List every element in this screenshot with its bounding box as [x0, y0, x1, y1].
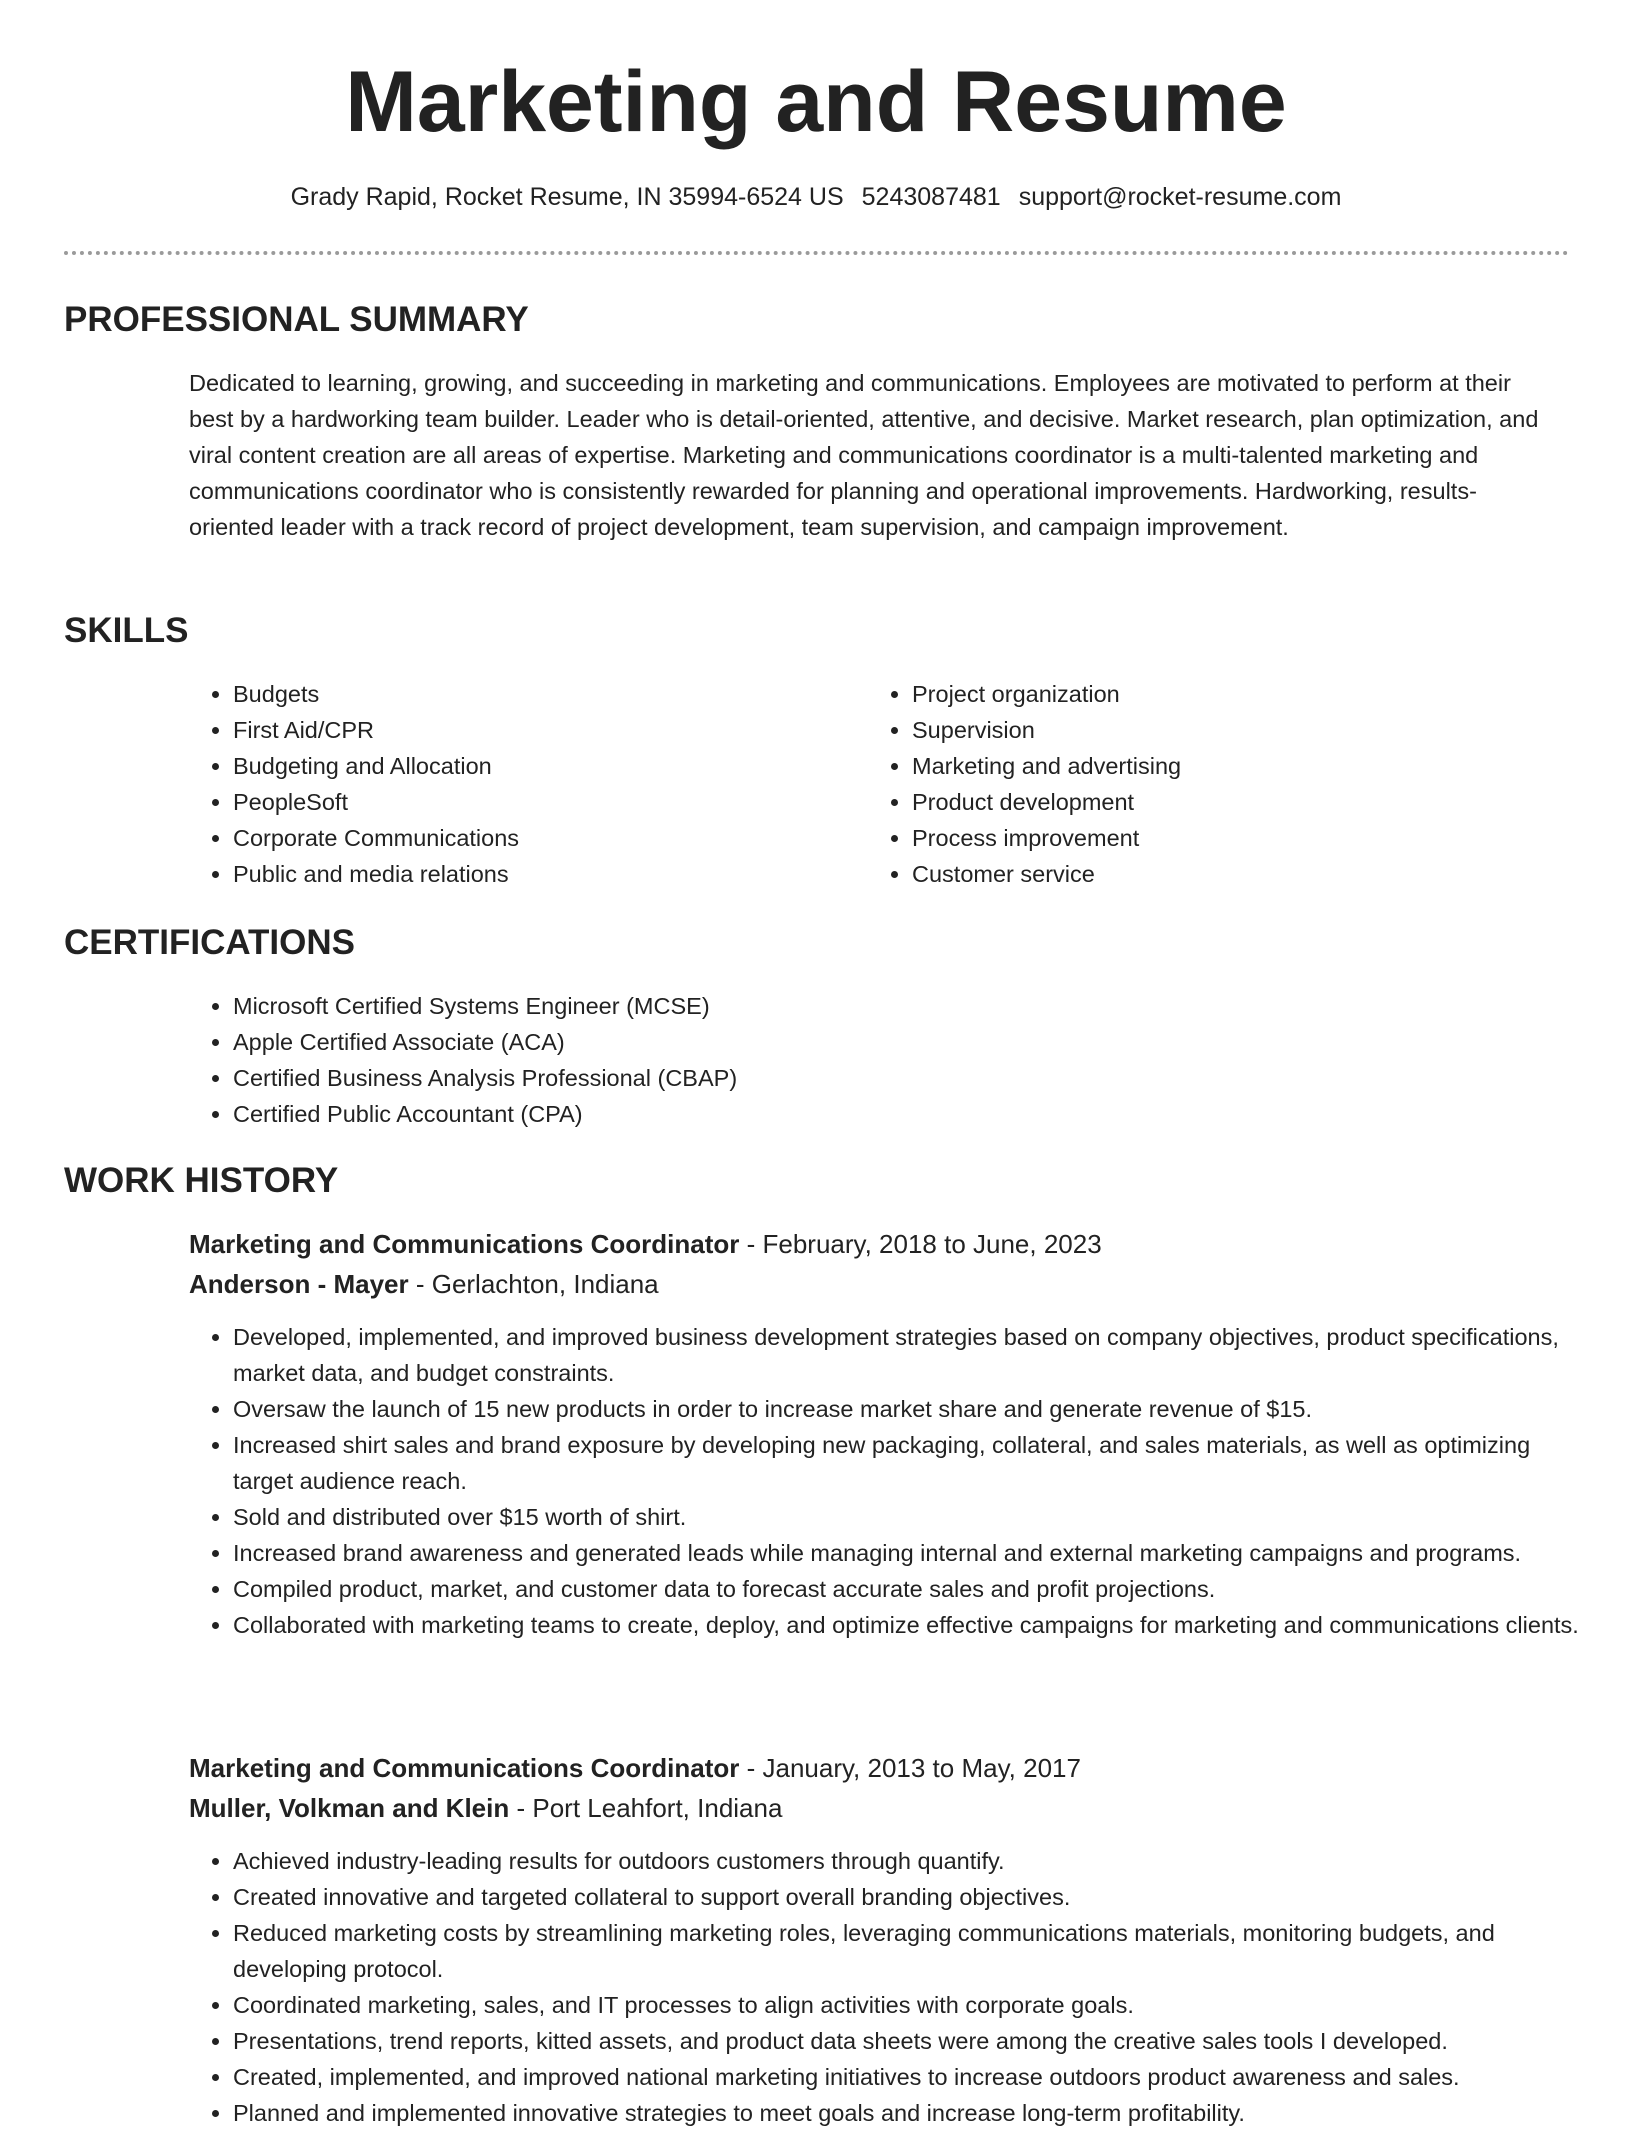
skill-item: • Project organization: [912, 676, 1512, 712]
contact-line: [0, 180, 1632, 214]
job-bullet-list: [189, 1843, 1588, 2131]
skills-list-right: [868, 676, 1512, 892]
job-bullet: • Sold and distributed over $15 worth of shirt.: [233, 1499, 1588, 1535]
job-dates: - January, 2013 to May, 2017: [739, 1753, 1081, 1783]
skill-item: • Budgets: [233, 676, 833, 712]
certification-item: • Microsoft Certified Systems Engineer (MCSE): [233, 988, 1233, 1024]
job-bullet: • Increased shirt sales and brand exposure by developing new packaging, collateral, and sales materials, as well as optimizing target audience reach.: [233, 1427, 1588, 1499]
skill-item: • PeopleSoft: [233, 784, 833, 820]
job-location: - Gerlachton, Indiana: [408, 1269, 659, 1299]
job-bullet: • Planned and implemented innovative strategies to meet goals and increase long-term profitability.: [233, 2095, 1588, 2131]
skill-item: • Corporate Communications: [233, 820, 833, 856]
certification-item: • Certified Public Accountant (CPA): [233, 1096, 1233, 1132]
skill-item: • Budgeting and Allocation: [233, 748, 833, 784]
job-bullet: • Created innovative and targeted collateral to support overall branding objectives.: [233, 1879, 1588, 1915]
job-bullet: • Achieved industry-leading results for outdoors customers through quantify.: [233, 1843, 1588, 1879]
job-bullet: • Oversaw the launch of 15 new products in order to increase market share and generate revenue of $15.: [233, 1391, 1588, 1427]
job-bullet-list: [189, 1319, 1588, 1643]
skills-heading: SKILLS: [64, 611, 189, 650]
job-bullet: • Increased brand awareness and generated leads while managing internal and external marketing campaigns and programs.: [233, 1535, 1588, 1571]
job-bullet: • Developed, implemented, and improved business development strategies based on company objectives, product specifications, market data, and budget constraints.: [233, 1319, 1588, 1391]
job-bullet: • Presentations, trend reports, kitted assets, and product data sheets were among the creative sales tools I developed.: [233, 2023, 1588, 2059]
resume-name: Marketing and Resume: [345, 54, 1287, 150]
header-divider: [64, 251, 1569, 255]
job-company: Muller, Volkman and Klein: [189, 1793, 510, 1823]
job-position: Marketing and Communications Coordinator: [189, 1229, 740, 1259]
work-history-heading: WORK HISTORY: [64, 1161, 339, 1200]
skill-item: • Marketing and advertising: [912, 748, 1512, 784]
job-company: Anderson - Mayer: [189, 1269, 409, 1299]
summary-text: Dedicated to learning, growing, and succeeding in marketing and communications. Employees are motivated to perform at their best by a hardworking team builder. Leader who is detail-oriented, attentive, and decisive. Market research, plan optimization, and viral content creation are all areas of expertise. Marketing and communications coordinator is a multi-talented marketing and communications coordinator who is consistently rewarded for planning and operational improvements. Hardworking, results-oriented leader with a track record of project development, team supervision, and campaign improvement.: [189, 370, 1539, 540]
certification-item: • Certified Business Analysis Professional (CBAP): [233, 1060, 1233, 1096]
skills-list-left: [189, 676, 833, 892]
job-title-line: [189, 1226, 1102, 1262]
skill-item: • Supervision: [912, 712, 1512, 748]
certifications-list: [189, 988, 1233, 1132]
contact-email: support@rocket-resume.com: [1018, 183, 1342, 211]
job-position: Marketing and Communications Coordinator: [189, 1753, 740, 1783]
certifications-heading: CERTIFICATIONS: [64, 923, 356, 962]
contact-address: Grady Rapid, Rocket Resume, IN 35994-6524 US: [290, 183, 844, 211]
job-bullet: • Collaborated with marketing teams to create, deploy, and optimize effective campaigns for marketing and communications clients.: [233, 1607, 1588, 1643]
job-location: - Port Leahfort, Indiana: [509, 1793, 783, 1823]
job-bullet: • Coordinated marketing, sales, and IT processes to align activities with corporate goals.: [233, 1987, 1588, 2023]
skill-item: • Process improvement: [912, 820, 1512, 856]
job-title-line: [189, 1750, 1081, 1786]
job-company-line: [189, 1790, 782, 1826]
certification-item: • Apple Certified Associate (ACA): [233, 1024, 1233, 1060]
skill-item: • First Aid/CPR: [233, 712, 833, 748]
job-bullet: • Created, implemented, and improved national marketing initiatives to increase outdoors product awareness and sales.: [233, 2059, 1588, 2095]
skill-item: • Public and media relations: [233, 856, 833, 892]
job-company-line: [189, 1266, 659, 1302]
skill-item: • Customer service: [912, 856, 1512, 892]
contact-phone: 5243087481: [861, 183, 1001, 211]
summary-heading: PROFESSIONAL SUMMARY: [64, 300, 529, 339]
skill-item: • Product development: [912, 784, 1512, 820]
job-dates: - February, 2018 to June, 2023: [739, 1229, 1102, 1259]
job-bullet: • Compiled product, market, and customer data to forecast accurate sales and profit projections.: [233, 1571, 1588, 1607]
job-bullet: • Reduced marketing costs by streamlining marketing roles, leveraging communications materials, monitoring budgets, and developing protocol.: [233, 1915, 1588, 1987]
